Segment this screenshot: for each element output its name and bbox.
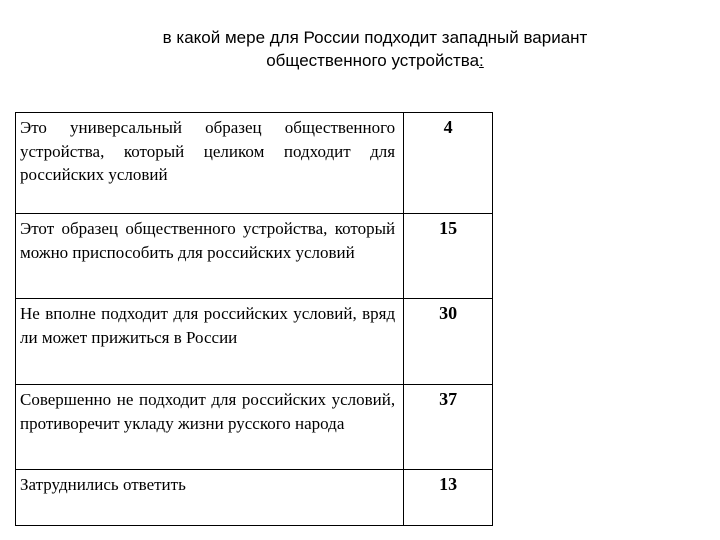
table-row — [16, 214, 493, 299]
value-cell: 37 — [404, 385, 493, 470]
title-colon: : — [479, 51, 484, 70]
title-line-2 — [110, 49, 640, 72]
survey-results-table — [15, 112, 493, 526]
value-cell: 30 — [404, 299, 493, 385]
title-line-2-text: общественного устройства — [266, 51, 480, 70]
table-row — [16, 470, 493, 526]
table-row — [16, 385, 493, 470]
table-row — [16, 299, 493, 385]
answer-cell: Совершенно не подходит для российских условий, противоречит укладу жизни русского народа — [16, 385, 404, 470]
value-cell: 15 — [404, 214, 493, 299]
answer-cell: Затруднились ответить — [16, 470, 404, 526]
answer-cell: Этот образец общественного устройства, который можно приспособить для российских условий — [16, 214, 404, 299]
answer-cell: Не вполне подходит для российских условий, вряд ли может прижиться в России — [16, 299, 404, 385]
value-cell: 13 — [404, 470, 493, 526]
page-title — [110, 26, 640, 72]
title-line-1: в какой мере для России подходит западный вариант — [162, 28, 588, 47]
value-cell: 4 — [404, 113, 493, 214]
answer-cell: Это универсальный образец общественного устройства, который целиком подходит для российских условий — [16, 113, 404, 214]
table-row — [16, 113, 493, 214]
